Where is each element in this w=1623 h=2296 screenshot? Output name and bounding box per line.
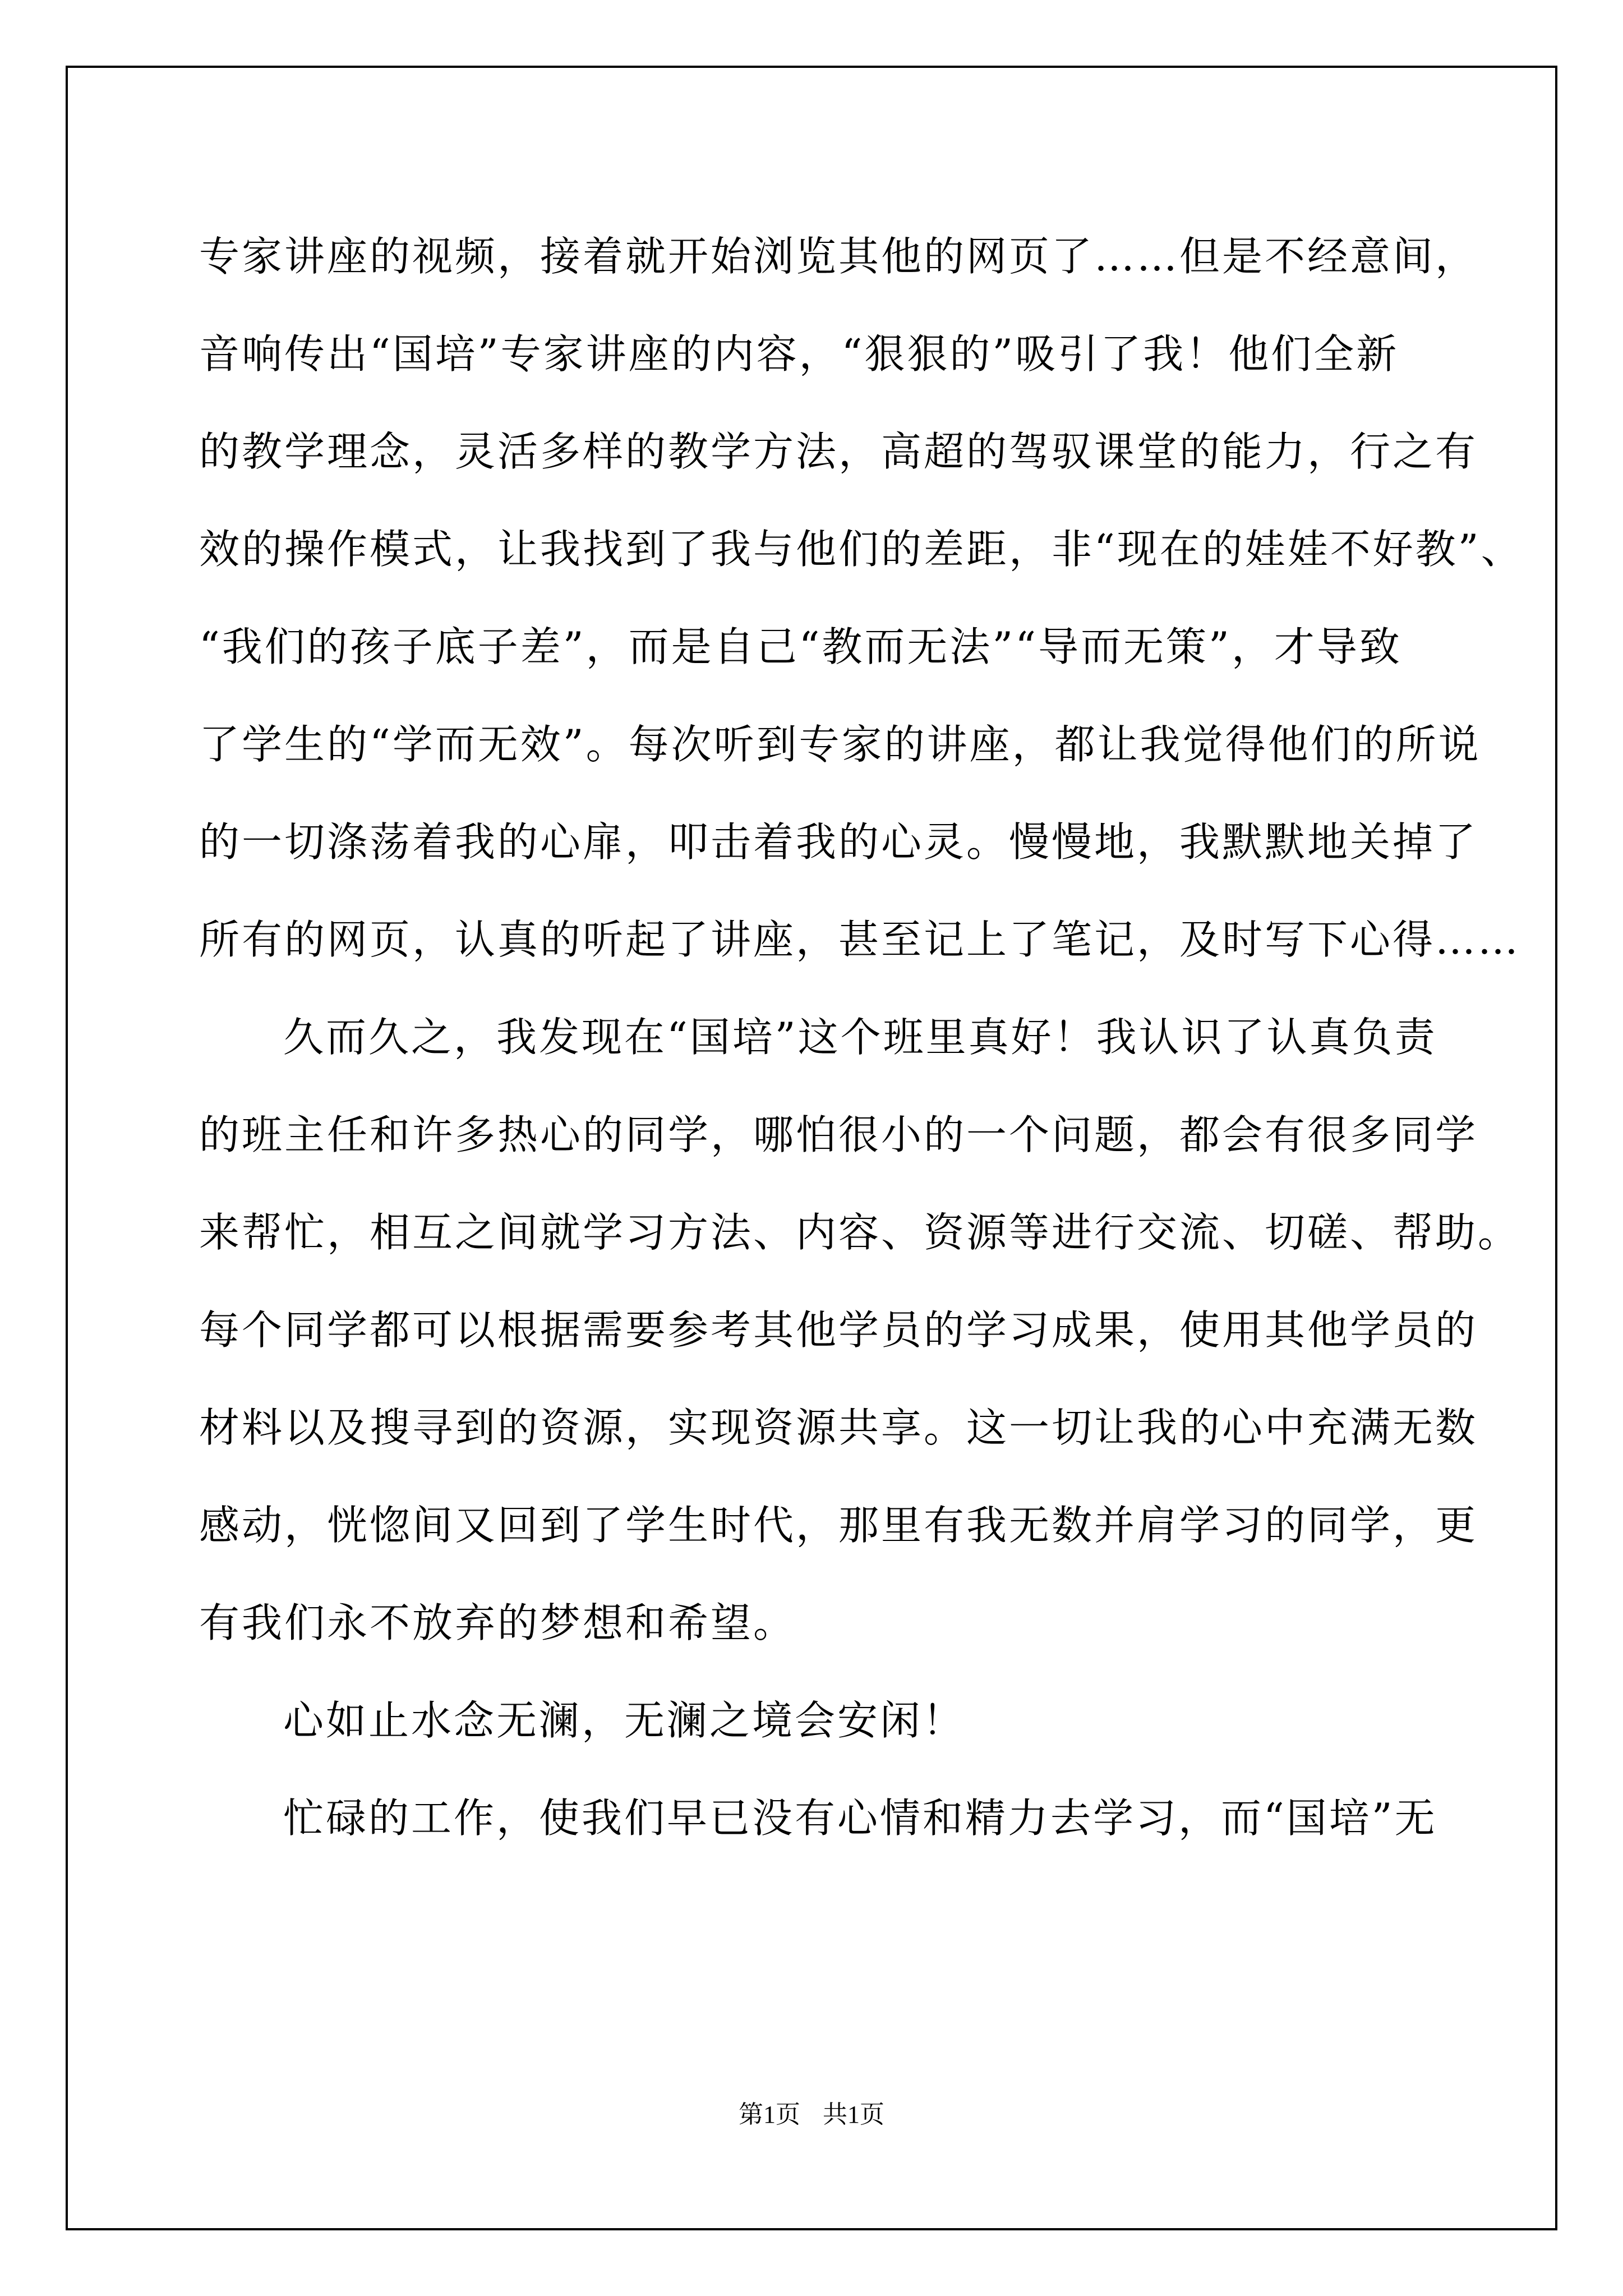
page-number: 第1页 — [739, 2101, 800, 2128]
text-line: 忙碌的工作，使我们早已没有心情和精力去学习，而“国培”无 — [283, 1795, 1437, 1842]
text-line: 材料以及搜寻到的资源，实现资源共享。这一切让我的心中充满无数 — [199, 1404, 1478, 1451]
text-line: 感动，恍惚间又回到了学生时代，那里有我无数并肩学习的同学，更 — [199, 1502, 1478, 1549]
text-line: 的教学理念，灵活多样的教学方法，高超的驾驭课堂的能力，行之有 — [199, 428, 1478, 475]
text-line: 的一切涤荡着我的心扉，叩击着我的心灵。慢慢地，我默默地关掉了 — [199, 818, 1478, 866]
page-footer — [0, 2098, 1623, 2132]
text-line: 久而久之，我发现在“国培”这个班里真好！我认识了认真负责 — [283, 1014, 1437, 1061]
text-line: “我们的孩子底子差”，而是自己“教而无法”“导而无策”，才导致 — [199, 623, 1402, 670]
text-line: 所有的网页，认真的听起了讲座，甚至记上了笔记，及时写下心得…… — [199, 916, 1521, 963]
document-body — [199, 208, 1524, 1867]
text-line: 专家讲座的视频，接着就开始浏览其他的网页了……但是不经意间， — [199, 233, 1478, 280]
text-line: 心如止水念无澜，无澜之境会安闲！ — [283, 1697, 966, 1744]
text-line: 有我们永不放弃的梦想和希望。 — [199, 1599, 796, 1646]
text-line: 每个同学都可以根据需要参考其他学员的学习成果，使用其他学员的 — [199, 1306, 1478, 1354]
page-total: 共1页 — [823, 2101, 884, 2128]
text-line: 了学生的“学而无效”。每次听到专家的讲座，都让我觉得他们的所说 — [199, 721, 1481, 768]
text-line: 效的操作模式，让我找到了我与他们的差距，非“现在的娃娃不好教”、 — [199, 526, 1524, 573]
text-line: 音响传出“国培”专家讲座的内容，“狠狠的”吸引了我！他们全新 — [199, 330, 1399, 378]
text-line: 来帮忙，相互之间就学习方法、内容、资源等进行交流、切磋、帮助。 — [199, 1209, 1521, 1256]
text-line: 的班主任和许多热心的同学，哪怕很小的一个问题，都会有很多同学 — [199, 1111, 1478, 1158]
